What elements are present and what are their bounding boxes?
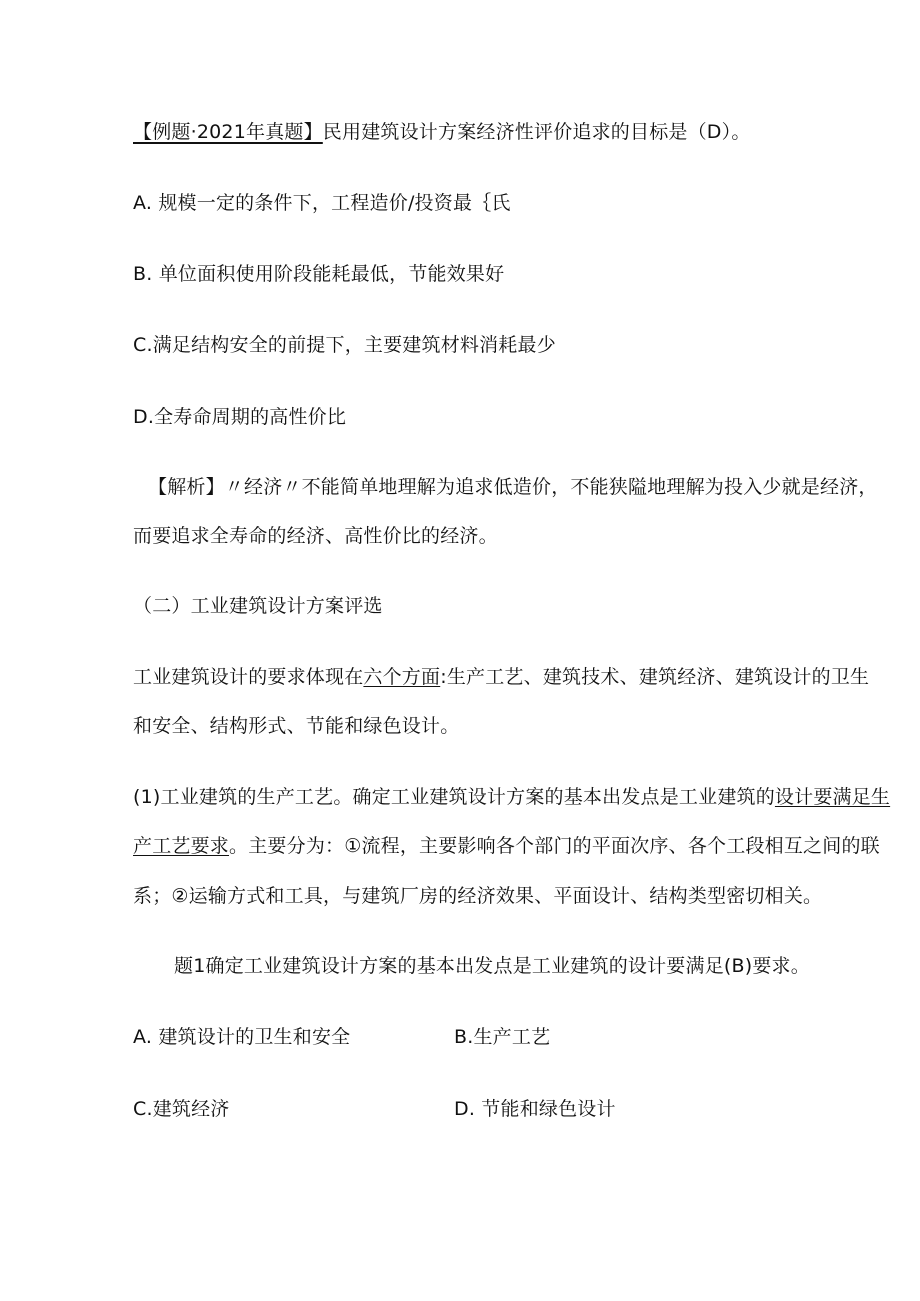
p1-text: (1)工业建筑的生产工艺。确定工业建筑设计方案的基本出发点是工业建筑的 xyxy=(133,786,775,808)
example-option-d: D.全寿命周期的高性价比 xyxy=(133,406,347,428)
example-option-c: C.满足结构安全的前提下，主要建筑材料消耗最少 xyxy=(133,334,556,356)
intro-text-post: :生产工艺、建筑技术、建筑经济、建筑设计的卫生 xyxy=(440,666,870,688)
question-option-a: A. 建筑设计的卫生和安全 xyxy=(133,1026,351,1048)
question-option-b: B.生产工艺 xyxy=(454,1026,551,1048)
example-tag: 【例题·2021年真题】 xyxy=(133,121,323,143)
question-stem: 题1确定工业建筑设计方案的基本出发点是工业建筑的设计要满足(B)要求。 xyxy=(174,955,810,977)
example-option-b: B. 单位面积使用阶段能耗最低，节能效果好 xyxy=(133,263,505,285)
section-intro-line-1 xyxy=(133,665,869,689)
example-title xyxy=(133,120,751,144)
question-option-c: C.建筑经济 xyxy=(133,1098,230,1120)
paragraph-1-line-1 xyxy=(133,785,890,809)
section-heading: （二）工业建筑设计方案评选 xyxy=(133,595,383,617)
p1-text-2: 。主要分为：①流程，主要影响各个部门的平面次序、各个工段相互之间的联 xyxy=(229,835,880,857)
example-option-a: A. 规模一定的条件下，工程造价/投资最｛氏 xyxy=(133,192,511,214)
p1-underlined-1: 设计要满足生 xyxy=(774,786,891,808)
paragraph-1-line-3: 系；②运输方式和工具，与建筑厂房的经济效果、平面设计、结构类型密切相关。 xyxy=(133,885,823,907)
intro-text: 工业建筑设计的要求体现在 xyxy=(133,666,364,688)
section-intro-line-2: 和安全、结构形式、节能和绿色设计。 xyxy=(133,715,460,737)
example-stem: 民用建筑设计方案经济性评价追求的目标是（D）。 xyxy=(322,121,751,143)
analysis-line-1: 【解析】〃经济〃不能简单地理解为追求低造价，不能狭隘地理解为投入少就是经济， xyxy=(148,476,878,498)
analysis-line-2: 而要追求全寿命的经济、高性价比的经济。 xyxy=(133,525,498,547)
intro-underlined: 六个方面 xyxy=(363,666,441,688)
paragraph-1-line-2 xyxy=(133,834,880,858)
p1-underlined-2: 产工艺要求 xyxy=(133,835,230,857)
question-option-d: D. 节能和绿色设计 xyxy=(454,1098,616,1120)
